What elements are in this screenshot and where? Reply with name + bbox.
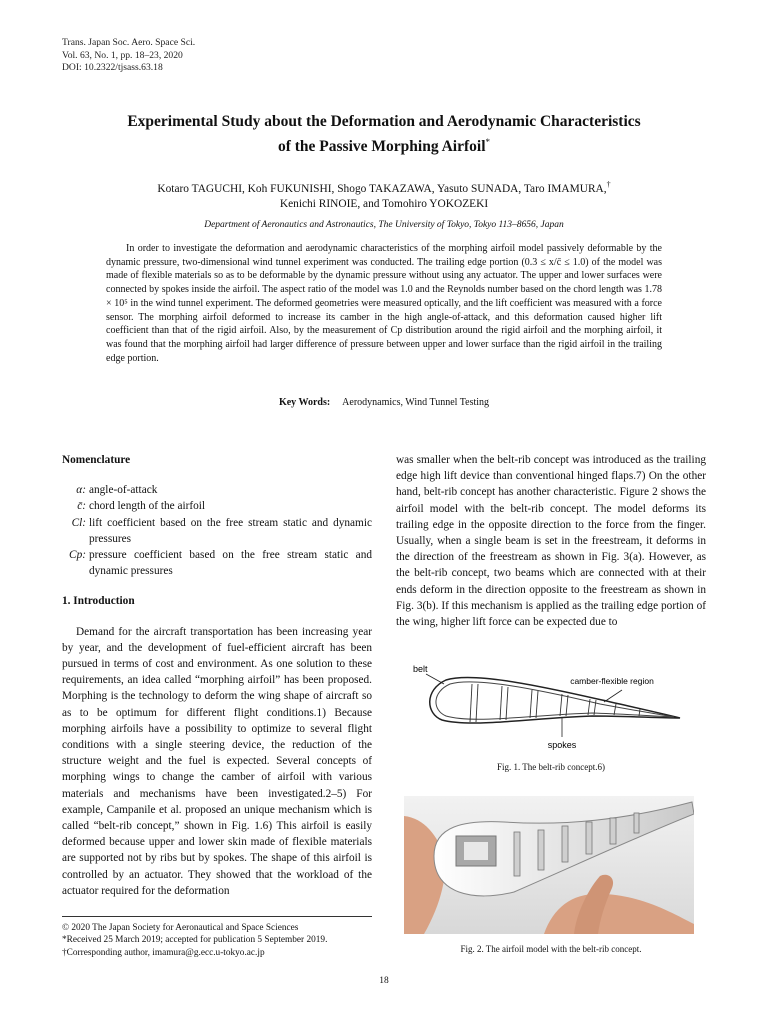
received-note: *Received 25 March 2019; accepted for publication 5 September 2019. — [62, 935, 328, 946]
camber-leader-line — [604, 690, 622, 702]
footnote-rule — [62, 916, 372, 917]
right-column-paragraph: was smaller when the belt-rib concept was introduced as the trailing edge high lift device than conventional hinged flaps.7) On the other hand, belt-rib concept has another characteristic. Figure 2 shows the airfoil model with the belt-rib concept. The model deforms its trailing edge in the opposite direction to the force from the finger. Usually, when a single beam is set in the freestream, it deforms in the direction of the freestream as shown in Fig. 3(a). However, as the belt-rib concept, two beams which are connected with at their ends deform in the direction opposite to the freestream as shown in Fig. 3(b). If this mechanism is applied as the trailing edge portion of the wing, higher lift force can be expected due to — [396, 454, 706, 629]
nomenclature-item — [62, 547, 372, 579]
abstract: In order to investigate the deformation and aerodynamic characteristics of the morphing airfoil model passively deformable by the dynamic pressure, two-dimensional wind tunnel experiment was conducted. The trailing edge portion (0.3 ≤ x/c̄ ≤ 1.0) of the model was made of flexible materials so as to be deformable by the dynamic pressure without using any actuator. The upper and lower surfaces were connected by spokes inside the airfoil. The aspect ratio of the model was 1.0 and the Reynolds number based on the chord length was 1.78 × 10⁵ in the wind tunnel experiment. The deformed geometries were measured optically, and the lift coefficient was measured with a force sensor. The morphing airfoil deformed to increase its camber in the high angle-of-attack, and this deformation caused higher lift coefficient than that of the rigid airfoil. Also, by the measurement of Cp distribution around the rigid airfoil and the morphing airfoil, it was found that the morphing airfoil had larger difference of pressure between upper and lower surface than the rigid airfoil in the trailing edge portion. — [106, 243, 662, 364]
title-line-2 — [60, 132, 708, 157]
keywords-label: Key Words: — [278, 397, 331, 408]
keywords-value: Aerodynamics, Wind Tunnel Testing — [342, 397, 490, 408]
left-column — [62, 452, 372, 899]
footnotes — [62, 922, 382, 959]
figure-1-caption: Fig. 1. The belt-rib concept.6) — [496, 762, 606, 772]
journal-doi: DOI: 10.2322/tjsass.63.18 — [62, 62, 163, 73]
title-line-2-text: of the Passive Morphing Airfoil — [277, 138, 486, 156]
authors-line-1 — [60, 177, 708, 197]
journal-volume: Vol. 63, No. 1, pp. 18–23, 2020 — [62, 49, 183, 61]
airfoil-model-photo-drawing — [404, 796, 694, 934]
belt-leader-line — [426, 674, 444, 684]
nomenclature-text: angle-of-attack — [89, 484, 158, 497]
journal-header — [62, 37, 195, 75]
nomenclature-heading: Nomenclature — [62, 454, 131, 466]
nomenclature-symbol: Cl: — [71, 516, 86, 529]
corresponding-author-note: †Corresponding author, imamura@g.ecc.u-tokyo.ac.jp — [62, 947, 265, 958]
title-line-1: Experimental Study about the Deformation and Aerodynamic Characteristics — [127, 113, 641, 130]
nomenclature-symbol: Cp: — [69, 549, 86, 562]
spokes-label: spokes — [547, 740, 577, 750]
introduction-heading: 1. Introduction — [62, 595, 135, 608]
authors-line-1-text: Kotaro TAGUCHI, Koh FUKUNISHI, Shogo TAKAZAWA, Yasuto SUNADA, Taro IMAMURA, — [157, 182, 607, 195]
belt-label: belt — [413, 664, 428, 674]
figure-2-caption: Fig. 2. The airfoil model with the belt-rib concept. — [460, 944, 642, 954]
nomenclature-text: chord length of the airfoil — [89, 500, 206, 513]
nomenclature-item — [62, 498, 372, 514]
nomenclature-text: lift coefficient based on the free stream static and dynamic pressures — [89, 516, 372, 545]
affiliation: Department of Aeronautics and Astronautics, The University of Tokyo, Tokyo 113–8656, Japan — [204, 220, 564, 230]
authors-line-2: Kenichi RINOIE, and Tomohiro YOKOZEKI — [279, 197, 489, 210]
nomenclature-item — [62, 515, 372, 547]
nomenclature-list — [62, 482, 372, 579]
right-column — [396, 452, 706, 630]
copyright-note: © 2020 The Japan Society for Aeronautical and Space Sciences — [62, 923, 299, 933]
keywords — [60, 397, 708, 408]
camber-flexible-label: camber-flexible region — [570, 676, 654, 686]
corresponding-mark: † — [606, 180, 611, 189]
introduction-paragraph: Demand for the aircraft transportation has been increasing year by year, and the development of fuel-efficient aircraft has been pursued in terms of cost and environment. As one solution to these requirements, an idea called “morphing airfoil” has been proposed. Morphing is the technology to deform the wing shape of aircraft so as to be optimum for different flight conditions.1) Because morphing airfoils have a possibility to optimize to several flight conditions with a single steering device, the reduction of the structure weight and the fuel is expected. Several concepts of morphing wings to change the camber of airfoil with various materials and mechanisms have been investigated.2–5) For example, Campanile et al. proposed an unique mechanism which is called “belt-rib concept,” shown in Fig. 1.6) This airfoil is easily deformed because upper and lower skin made of flexible materials are supported not by ribs but by spokes. The shape of this airfoil is controlled by an actuator. They showed that the workload of the actuator required for the deformation — [62, 625, 372, 897]
title-footnote-mark: * — [485, 137, 491, 147]
belt-rib-concept-figure — [412, 662, 684, 754]
page-number: 18 — [379, 976, 389, 986]
paper-title — [60, 111, 708, 157]
journal-name: Trans. Japan Soc. Aero. Space Sci. — [62, 37, 196, 48]
nomenclature-item — [62, 482, 372, 498]
nomenclature-text: pressure coefficient based on the free stream static and dynamic pressures — [89, 549, 372, 578]
nomenclature-symbol: c̄: — [77, 500, 86, 513]
author-list — [60, 177, 708, 212]
airfoil-model-photo — [404, 796, 694, 934]
nomenclature-symbol: α: — [76, 484, 86, 497]
